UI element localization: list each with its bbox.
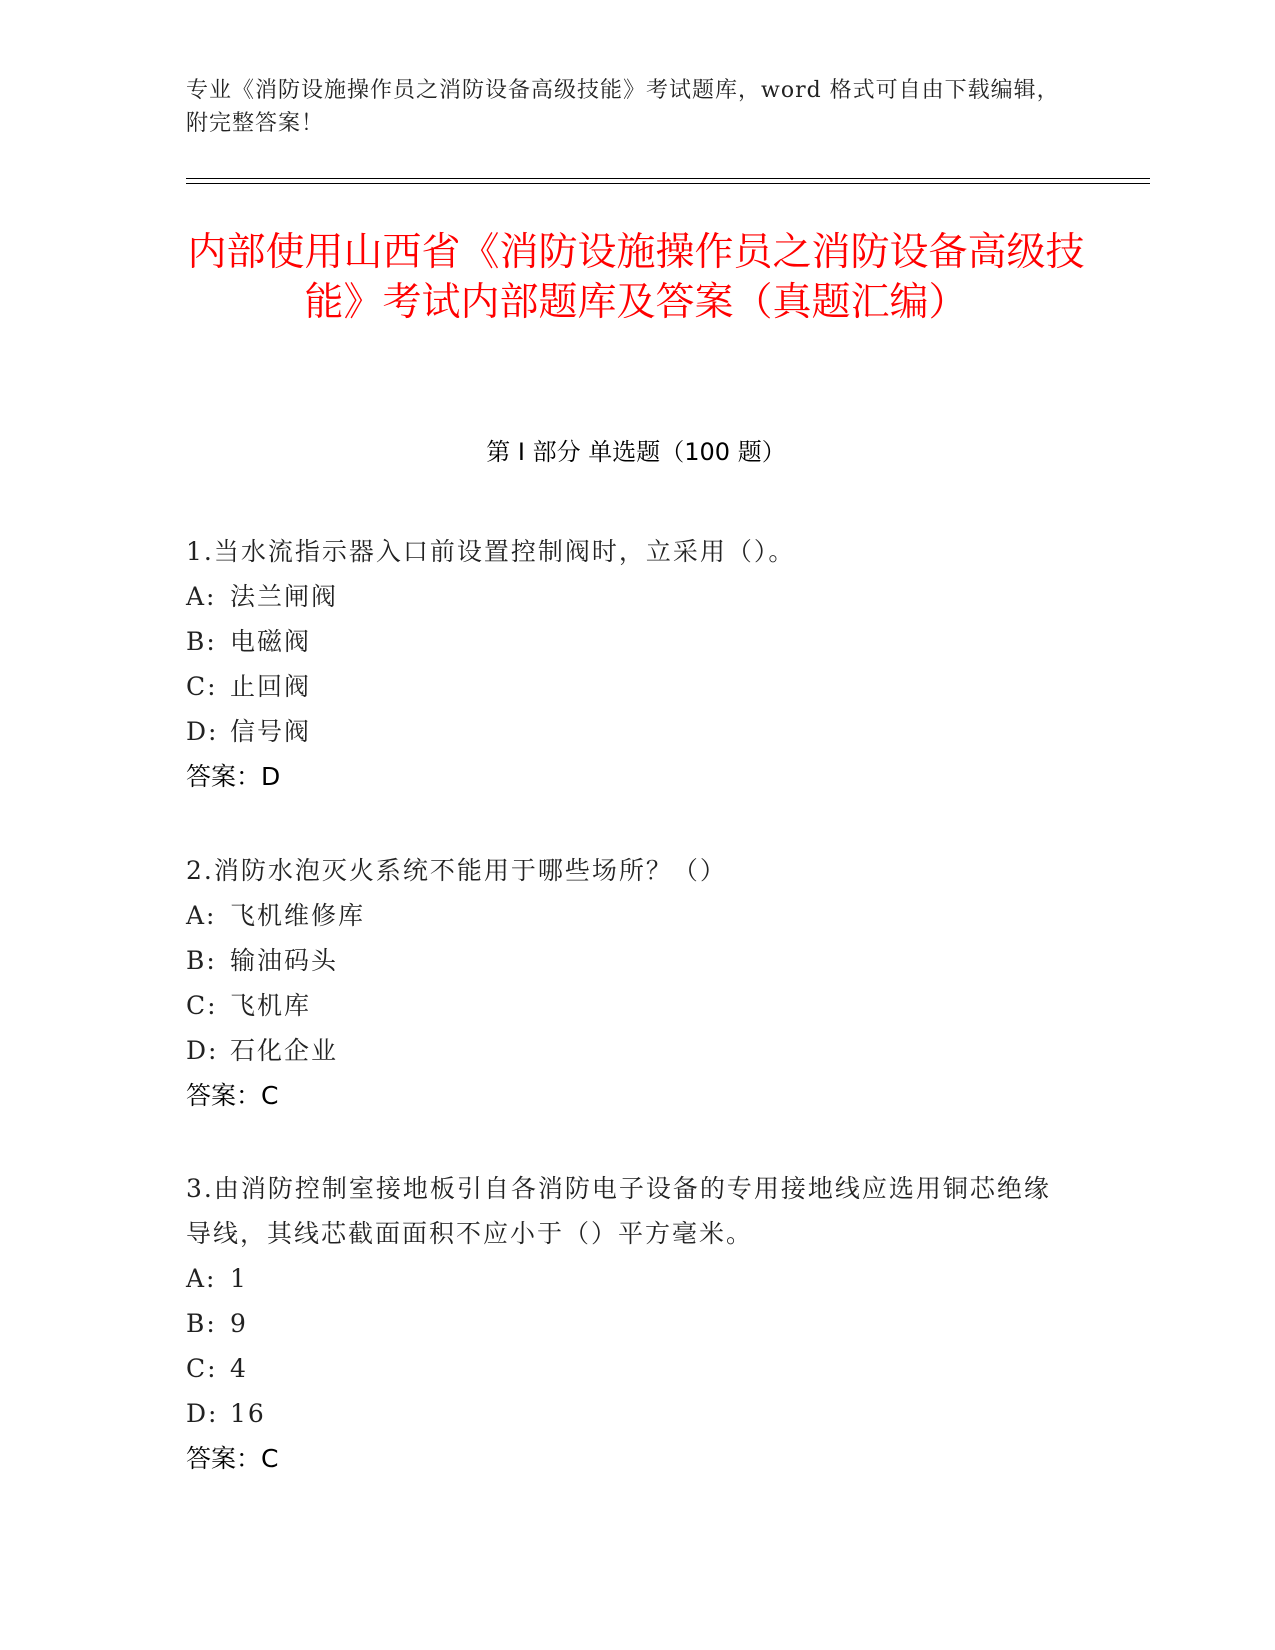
option-text: 飞机库 xyxy=(230,991,312,1020)
option-text: 信号阀 xyxy=(230,717,312,746)
option-d xyxy=(186,1391,1066,1436)
option-a xyxy=(186,893,1066,938)
question-3 xyxy=(186,1166,1066,1481)
section-heading: 第 I 部分 单选题（100 题） xyxy=(486,438,786,466)
option-d xyxy=(186,709,1066,754)
option-c xyxy=(186,983,1066,1028)
header-divider-top xyxy=(186,178,1150,179)
option-text: 电磁阀 xyxy=(230,627,312,656)
option-text: 16 xyxy=(230,1399,266,1428)
option-text: 9 xyxy=(230,1309,248,1338)
option-c xyxy=(186,664,1066,709)
option-text: 法兰闸阀 xyxy=(230,582,339,611)
option-key: D: xyxy=(186,1399,219,1428)
option-key: D: xyxy=(186,717,219,746)
question-2 xyxy=(186,848,1066,1118)
option-key: D: xyxy=(186,1036,219,1065)
option-key: A: xyxy=(186,582,217,611)
option-key: C: xyxy=(186,991,218,1020)
document-title: 内部使用山西省《消防设施操作员之消防设备高级技能》考试内部题库及答案（真题汇编） xyxy=(187,230,1085,325)
option-text: 止回阀 xyxy=(230,672,312,701)
question-stem: 3.由消防控制室接地板引自各消防电子设备的专用接地线应选用铜芯绝缘导线，其线芯截面面积不应小于（）平方毫米。 xyxy=(186,1174,1051,1248)
question-1 xyxy=(186,529,1066,799)
option-b xyxy=(186,1301,1066,1346)
option-text: 飞机维修库 xyxy=(230,901,366,930)
option-d xyxy=(186,1028,1066,1073)
option-key: B: xyxy=(186,946,217,975)
question-stem: 2.消防水泡灭火系统不能用于哪些场所？（） xyxy=(186,856,727,885)
answer-line: 答案：C xyxy=(186,1444,279,1473)
answer-line: 答案：C xyxy=(186,1081,279,1110)
question-stem: 1.当水流指示器入口前设置控制阀时，立采用（）。 xyxy=(186,537,796,566)
option-b xyxy=(186,619,1066,664)
header-note: 专业《消防设施操作员之消防设备高级技能》考试题库，word 格式可自由下载编辑，附完整答案！ xyxy=(186,78,1060,136)
option-text: 石化企业 xyxy=(230,1036,339,1065)
option-key: B: xyxy=(186,1309,217,1338)
option-a xyxy=(186,1256,1066,1301)
option-key: A: xyxy=(186,901,217,930)
option-key: A: xyxy=(186,1264,217,1293)
option-c xyxy=(186,1346,1066,1391)
option-key: C: xyxy=(186,672,218,701)
header-divider-bottom xyxy=(186,183,1150,184)
option-key: C: xyxy=(186,1354,218,1383)
option-b xyxy=(186,938,1066,983)
option-text: 输油码头 xyxy=(230,946,339,975)
option-a xyxy=(186,574,1066,619)
answer-line: 答案：D xyxy=(186,762,281,791)
option-text: 1 xyxy=(230,1264,248,1293)
option-key: B: xyxy=(186,627,217,656)
option-text: 4 xyxy=(230,1354,248,1383)
